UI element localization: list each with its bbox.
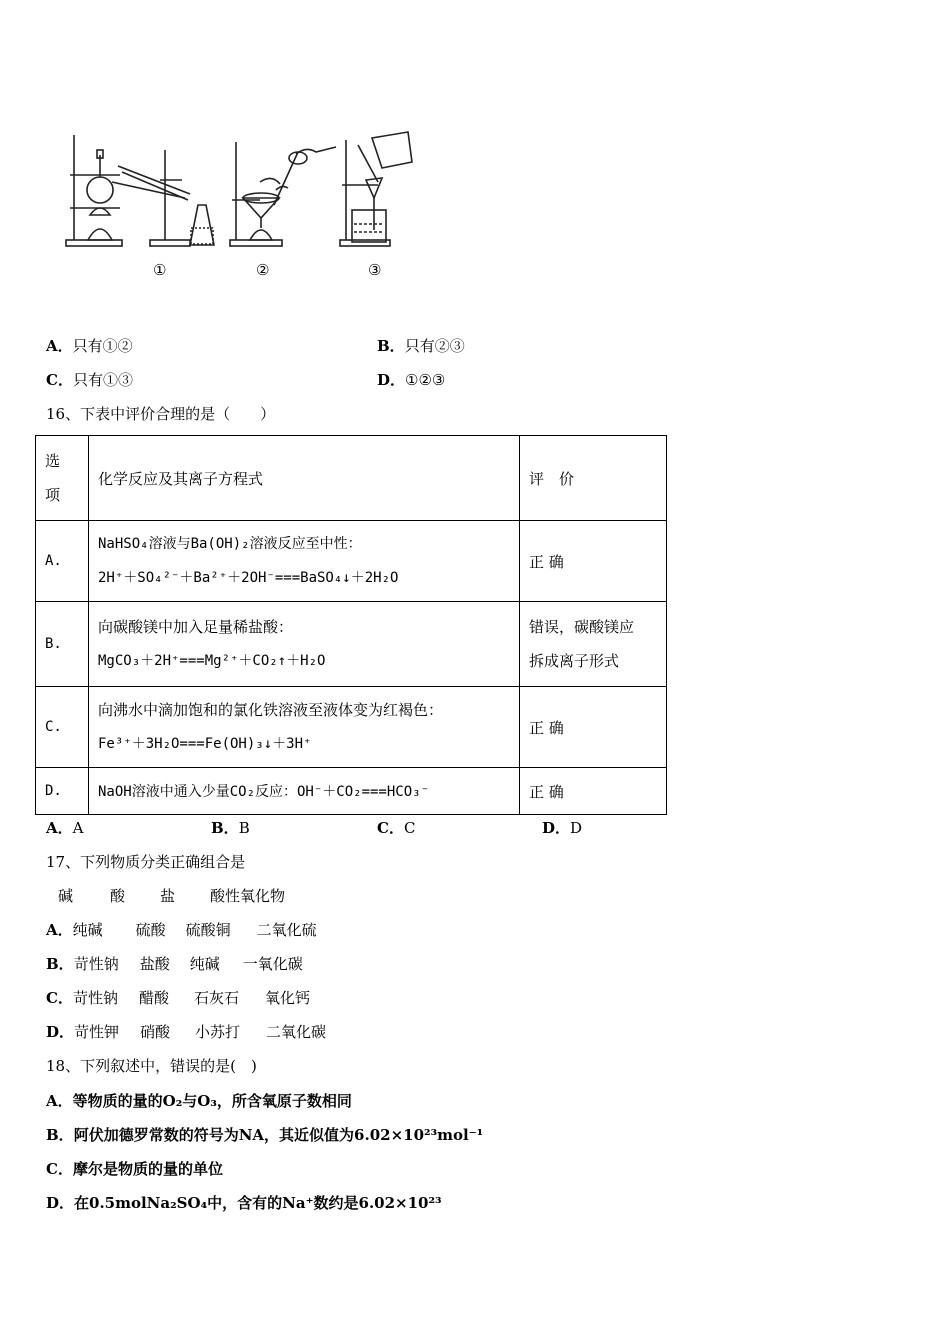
row-reaction bbox=[89, 602, 520, 687]
evaluation-text: 拆成离子形式 bbox=[529, 652, 620, 670]
option-letter: D． bbox=[46, 1194, 75, 1212]
reaction-desc: 向沸水中滴加饱和的氯化铁溶液至液体变为红褐色： bbox=[98, 701, 444, 719]
table-row bbox=[36, 521, 667, 602]
option-item: 苛性钠 bbox=[73, 955, 119, 973]
reaction-equation: Fe³⁺＋3H₂O===Fe(OH)₃↓＋3H⁺ bbox=[98, 736, 312, 752]
header-acid: 酸 bbox=[110, 887, 126, 905]
distillation-apparatus bbox=[66, 135, 214, 246]
filtration-apparatus bbox=[340, 132, 412, 246]
q16-question: 16、下表中评价合理的是（ ） bbox=[46, 405, 276, 423]
q16-answer-a bbox=[46, 818, 83, 838]
row-reaction bbox=[89, 521, 520, 602]
option-letter: A． bbox=[46, 1092, 73, 1110]
option-text: C bbox=[403, 819, 416, 837]
option-letter: B． bbox=[46, 955, 74, 973]
option-letter: B． bbox=[377, 337, 405, 355]
q16-answer-d bbox=[542, 818, 582, 838]
row-evaluation bbox=[520, 521, 667, 602]
option-letter: C． bbox=[46, 989, 73, 1007]
q17-option-d bbox=[46, 1022, 326, 1042]
figure-label-3: ③ bbox=[368, 261, 382, 279]
figure-label-2: ② bbox=[256, 261, 270, 279]
q17-column-headers bbox=[58, 886, 285, 906]
q18-question: 18、下列叙述中，错误的是( ) bbox=[46, 1057, 257, 1075]
q15-option-a bbox=[46, 336, 133, 356]
option-text: A bbox=[72, 819, 84, 837]
option-letter: C． bbox=[46, 371, 73, 389]
option-text: 只有①② bbox=[72, 337, 133, 355]
reaction-desc: 向碳酸镁中加入足量稀盐酸： bbox=[98, 618, 294, 636]
header-salt: 盐 bbox=[160, 887, 176, 905]
option-text: 阿伏加德罗常数的符号为NA，其近似值为6.02×10²³mol⁻¹ bbox=[73, 1126, 484, 1144]
row-reaction bbox=[89, 768, 520, 815]
q17-option-c bbox=[46, 988, 310, 1008]
option-item: 纯碱 bbox=[72, 921, 103, 939]
option-letter: A． bbox=[46, 337, 73, 355]
option-item: 石灰石 bbox=[193, 989, 239, 1007]
q16-table bbox=[35, 435, 667, 815]
q18-option-c bbox=[46, 1159, 223, 1179]
header-evaluation bbox=[520, 436, 667, 521]
option-letter: C． bbox=[46, 1160, 73, 1178]
table-row bbox=[36, 602, 667, 687]
option-letter: D． bbox=[46, 1023, 75, 1041]
evaluation-text: 正 确 bbox=[529, 718, 564, 737]
row-reaction bbox=[89, 687, 520, 768]
option-item: 二氧化碳 bbox=[266, 1023, 327, 1041]
option-item: 小苏打 bbox=[195, 1023, 241, 1041]
row-evaluation bbox=[520, 687, 667, 768]
header-text: 选 bbox=[45, 452, 61, 470]
header-reaction bbox=[89, 436, 520, 521]
option-item: 苛性钾 bbox=[74, 1023, 120, 1041]
option-text: 只有①③ bbox=[72, 371, 133, 389]
reaction-desc: NaOH溶液中通入少量CO₂反应：OH⁻＋CO₂===HCO₃⁻ bbox=[98, 784, 430, 800]
option-text: B bbox=[238, 819, 250, 837]
q16-answer-b bbox=[211, 818, 250, 838]
option-letter: B． bbox=[46, 1126, 74, 1144]
figure-label-1: ① bbox=[153, 261, 167, 279]
option-item: 二氧化硫 bbox=[256, 921, 317, 939]
option-letter: D． bbox=[377, 371, 406, 389]
header-acidic-oxide: 酸性氧化物 bbox=[210, 887, 286, 905]
evaporation-apparatus bbox=[230, 142, 336, 246]
option-letter: C． bbox=[377, 819, 404, 837]
evaluation-text: 正 确 bbox=[529, 782, 564, 801]
option-text: D bbox=[570, 819, 583, 837]
row-option: B. bbox=[36, 602, 89, 687]
table-header-row bbox=[36, 436, 667, 521]
reaction-equation: 2H⁺＋SO₄²⁻＋Ba²⁺＋2OH⁻===BaSO₄↓＋2H₂O bbox=[98, 570, 399, 586]
q17-option-a bbox=[46, 920, 317, 940]
q16-answer-c bbox=[377, 818, 415, 838]
q15-option-b bbox=[377, 336, 465, 356]
option-item: 醋酸 bbox=[138, 989, 169, 1007]
evaluation-text: 正 确 bbox=[529, 552, 564, 571]
q18-option-b bbox=[46, 1125, 483, 1145]
header-text: 化学反应及其离子方程式 bbox=[98, 469, 264, 488]
header-text: 项 bbox=[45, 486, 61, 504]
row-option: C. bbox=[36, 687, 89, 768]
q15-option-c bbox=[46, 370, 133, 390]
option-item: 硫酸 bbox=[135, 921, 166, 939]
option-text: ①②③ bbox=[405, 371, 446, 389]
option-letter: A． bbox=[46, 921, 73, 939]
table-row bbox=[36, 687, 667, 768]
option-item: 硫酸铜 bbox=[185, 921, 231, 939]
q18-option-a bbox=[46, 1091, 352, 1111]
row-evaluation bbox=[520, 602, 667, 687]
q15-option-d bbox=[377, 370, 445, 390]
option-item: 纯碱 bbox=[189, 955, 220, 973]
option-text: 只有②③ bbox=[404, 337, 465, 355]
evaluation-text: 错误，碳酸镁应 bbox=[529, 618, 635, 636]
header-base: 碱 bbox=[58, 887, 74, 905]
q17-question: 17、下列物质分类正确组合是 bbox=[46, 853, 246, 871]
reaction-desc: NaHSO₄溶液与Ba(OH)₂溶液反应至中性： bbox=[98, 536, 362, 552]
option-letter: D． bbox=[542, 819, 571, 837]
apparatus-figure bbox=[60, 120, 460, 290]
option-text: 等物质的量的O₂与O₃，所含氧原子数相同 bbox=[72, 1092, 352, 1110]
row-option: D. bbox=[36, 768, 89, 815]
reaction-equation: MgCO₃＋2H⁺===Mg²⁺＋CO₂↑＋H₂O bbox=[98, 653, 326, 669]
option-item: 氧化钙 bbox=[264, 989, 310, 1007]
option-text: 在0.5molNa₂SO₄中，含有的Na⁺数约是6.02×10²³ bbox=[74, 1194, 442, 1212]
q17-option-b bbox=[46, 954, 303, 974]
row-evaluation bbox=[520, 768, 667, 815]
option-letter: B． bbox=[211, 819, 239, 837]
option-item: 盐酸 bbox=[139, 955, 170, 973]
option-text: 摩尔是物质的量的单位 bbox=[72, 1160, 223, 1178]
option-letter: A． bbox=[46, 819, 73, 837]
option-item: 一氧化碳 bbox=[242, 955, 303, 973]
q18-option-d bbox=[46, 1193, 442, 1213]
option-item: 硝酸 bbox=[140, 1023, 171, 1041]
header-text: 评 价 bbox=[529, 469, 575, 488]
header-option bbox=[36, 436, 89, 521]
table-row bbox=[36, 768, 667, 815]
option-item: 苛性钠 bbox=[72, 989, 118, 1007]
row-option: A. bbox=[36, 521, 89, 602]
